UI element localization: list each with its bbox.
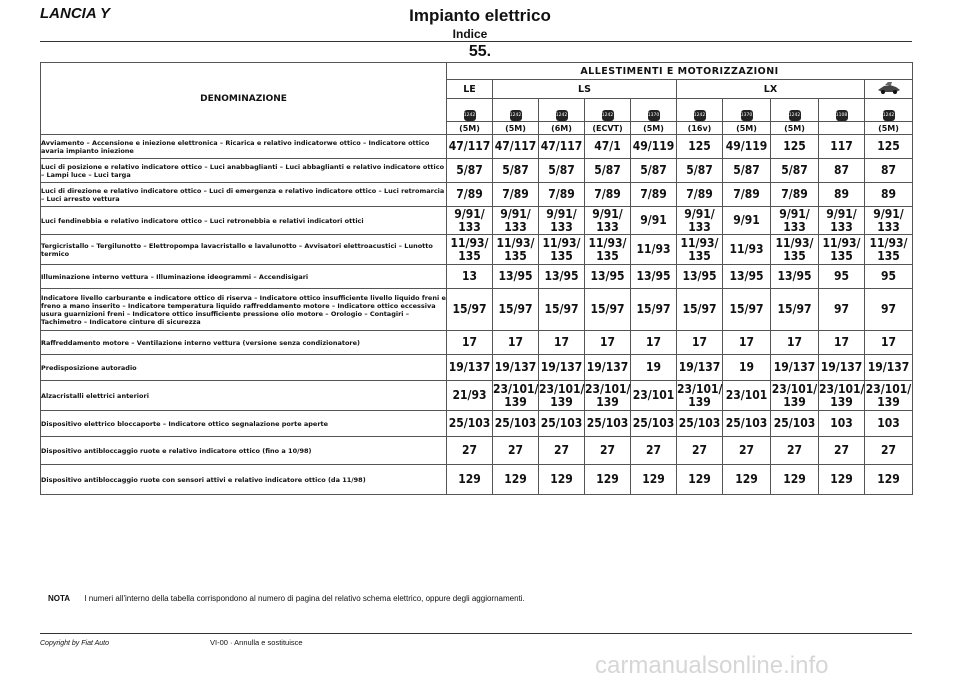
page-reference-cell: 17 (631, 331, 677, 355)
page-reference-cell: 17 (865, 331, 913, 355)
row-description: Illuminazione interno vettura – Illuminazione ideogrammi – Accendisigari (41, 265, 447, 289)
page-reference-cell: 47/117 (447, 135, 493, 159)
page-reference-cell: 47/117 (493, 135, 539, 159)
page-reference-cell: 7/89 (493, 183, 539, 207)
page-reference-cell: 15/97 (493, 289, 539, 331)
page-reference-cell: 25/103 (631, 411, 677, 437)
row-description: Dispositivo antibloccaggio ruote con sensori attivi e relativo indicatore ottico (da 11/98) (41, 465, 447, 495)
page-reference-cell: 17 (447, 331, 493, 355)
page-subtitle: Indice (452, 27, 488, 41)
page-reference-cell: 17 (723, 331, 771, 355)
page-reference-cell: 23/101/ 139 (819, 381, 865, 409)
table-row (41, 289, 913, 331)
page-reference-cell: 129 (819, 465, 865, 495)
row-description: Dispositivo elettrico bloccaporte – Indicatore ottico segnalazione porte aperte (41, 411, 447, 437)
page-reference-cell: 5/87 (585, 159, 631, 183)
watermark: carmanualsonline.info (595, 652, 829, 679)
page-reference-cell: 9/91/ 133 (539, 207, 585, 235)
page-reference-cell: 7/89 (771, 183, 819, 207)
page-reference-cell: 125 (677, 135, 723, 159)
page-reference-cell: 129 (677, 465, 723, 495)
page-reference-cell: 27 (447, 437, 493, 465)
engine-icon: 1242 (464, 110, 476, 121)
page-reference-cell: 17 (677, 331, 723, 355)
page-reference-cell: 15/97 (723, 289, 771, 331)
row-description: Raffreddamento motore – Ventilazione interno vettura (versione senza condizionatore) (41, 331, 447, 355)
group-lx: LX (677, 80, 865, 99)
page-reference-cell: 103 (865, 411, 913, 437)
page-reference-cell: 129 (631, 465, 677, 495)
page-reference-cell: 19/137 (865, 355, 913, 381)
engine-icon-cell (631, 99, 677, 122)
page-reference-cell: 19/137 (585, 355, 631, 381)
page-reference-cell: 13/95 (723, 265, 771, 289)
engine-label: (5M) (865, 122, 913, 135)
page-reference-cell: 27 (771, 437, 819, 465)
page-reference-cell: 27 (539, 437, 585, 465)
engine-icon: 1242 (602, 110, 614, 121)
page-reference-cell: 27 (677, 437, 723, 465)
brand-label: LANCIA Y (40, 5, 111, 22)
page-reference-cell: 25/103 (539, 411, 585, 437)
table-row (41, 265, 913, 289)
allestimenti-header: ALLESTIMENTI E MOTORIZZAZIONI (447, 63, 913, 80)
page-reference-cell: 9/91/ 133 (677, 207, 723, 235)
table-row (41, 331, 913, 355)
page-reference-cell: 27 (865, 437, 913, 465)
row-description: Luci di direzione e relativo indicatore ottico – Luci di emergenza e relativo indicatore ottico – Luci retromarcia – Luci arresto vettura (41, 183, 447, 207)
page-reference-cell: 25/103 (447, 411, 493, 437)
lancia-logo-icon (876, 81, 902, 95)
page-reference-cell: 9/91/ 133 (865, 207, 913, 235)
table-row (41, 411, 913, 437)
page-reference-cell: 15/97 (447, 289, 493, 331)
page-reference-cell: 11/93/ 135 (677, 235, 723, 265)
page-reference-cell: 129 (865, 465, 913, 495)
engine-icon: 1108 (836, 110, 848, 121)
page-reference-cell: 23/101/ 139 (677, 381, 723, 409)
page-reference-cell: 11/93/ 135 (493, 235, 539, 265)
footer-reference: VI-00 · Annulla e sostituisce (210, 638, 303, 647)
page-reference-cell: 9/91/ 133 (585, 207, 631, 235)
note-text: I numeri all'interno della tabella corrispondono al numero di pagina del relativo schema elettrico, oppure degli aggiornamenti. (84, 594, 525, 603)
page-reference-cell: 13 (447, 265, 493, 289)
page-reference-cell: 17 (819, 331, 865, 355)
page-reference-cell: 11/93/ 135 (447, 235, 493, 265)
engine-icon-cell (677, 99, 723, 122)
page-reference-cell: 17 (771, 331, 819, 355)
page-reference-cell: 11/93/ 135 (771, 235, 819, 265)
page-reference-cell: 19 (631, 355, 677, 381)
page-reference-cell: 21/93 (447, 381, 493, 411)
footer-rule (40, 633, 912, 634)
page-reference-cell: 19/137 (771, 355, 819, 381)
engine-icon-cell (447, 99, 493, 122)
index-table (40, 62, 913, 495)
page-reference-cell: 11/93/ 135 (819, 235, 865, 265)
page-reference-cell: 13/95 (677, 265, 723, 289)
page-reference-cell: 19/137 (493, 355, 539, 381)
copyright: Copyright by Fiat Auto (40, 640, 109, 647)
page-reference-cell: 11/93/ 135 (539, 235, 585, 265)
page-reference-cell: 27 (819, 437, 865, 465)
page-reference-cell: 129 (539, 465, 585, 495)
engine-label: (5M) (493, 122, 539, 135)
page-reference-cell: 17 (585, 331, 631, 355)
table-row (41, 355, 913, 381)
engine-icon-cell (493, 99, 539, 122)
page-reference-cell: 19 (723, 355, 771, 381)
engine-label: (5M) (723, 122, 771, 135)
engine-label: (5M) (771, 122, 819, 135)
table-row (41, 381, 913, 411)
page-reference-cell: 95 (865, 265, 913, 289)
engine-icon: 1370 (648, 110, 660, 121)
engine-label (819, 122, 865, 135)
page-reference-cell: 5/87 (493, 159, 539, 183)
page-reference-cell: 19/137 (819, 355, 865, 381)
row-description: Luci fendinebbia e relativo indicatore ottico – Luci retronebbia e relativi indicatori ottici (41, 207, 447, 235)
engine-label: (5M) (447, 122, 493, 135)
table-row (41, 159, 913, 183)
engine-label: (ECVT) (585, 122, 631, 135)
page-reference-cell: 47/117 (539, 135, 585, 159)
table-row (41, 235, 913, 265)
page-reference-cell: 27 (723, 437, 771, 465)
page-reference-cell: 97 (819, 289, 865, 331)
page-reference-cell: 11/93 (631, 235, 677, 265)
group-ls: LS (493, 80, 677, 99)
page-reference-cell: 7/89 (585, 183, 631, 207)
page-reference-cell: 117 (819, 135, 865, 159)
page-reference-cell: 25/103 (677, 411, 723, 437)
page-number: 55. (468, 43, 492, 60)
table-row (41, 135, 913, 159)
page-reference-cell: 13/95 (631, 265, 677, 289)
page-title: Impianto elettrico (409, 6, 551, 25)
page-reference-cell: 129 (585, 465, 631, 495)
page-reference-cell: 129 (493, 465, 539, 495)
page-reference-cell: 7/89 (539, 183, 585, 207)
page-reference-cell: 5/87 (539, 159, 585, 183)
page-reference-cell: 17 (493, 331, 539, 355)
page-reference-cell: 13/95 (539, 265, 585, 289)
table-row (41, 437, 913, 465)
page-reference-cell: 125 (865, 135, 913, 159)
page-reference-cell: 25/103 (723, 411, 771, 437)
row-description: Avviamento – Accensione e iniezione elettronica – Ricarica e relativo indicatorwe ottico – Indicatore ottico avaria impianto iniezione (41, 135, 447, 159)
page-reference-cell: 23/101/ 139 (585, 381, 631, 409)
page-reference-cell: 49/119 (723, 135, 771, 159)
page-reference-cell: 9/91 (631, 207, 677, 235)
engine-icon: 1242 (694, 110, 706, 121)
page-reference-cell: 23/101/ 139 (771, 381, 818, 409)
engine-icon-cell (539, 99, 585, 122)
row-description: Dispositivo antibloccaggio ruote e relativo indicatore ottico (fino a 10/98) (41, 437, 447, 465)
header-rule (40, 41, 912, 42)
page-reference-cell: 23/101 (631, 381, 677, 411)
group-lancia-logo (865, 80, 913, 99)
page-reference-cell: 13/95 (585, 265, 631, 289)
page-reference-cell: 5/87 (631, 159, 677, 183)
page-reference-cell: 87 (865, 159, 913, 183)
engine-icon-cell (585, 99, 631, 122)
page-reference-cell: 49/119 (631, 135, 677, 159)
page-reference-cell: 129 (447, 465, 493, 495)
page-reference-cell: 7/89 (723, 183, 771, 207)
row-description: Indicatore livello carburante e indicatore ottico di riserva – Indicatore ottico insufficiente livello liquido freni e freno a mano inserito – Indicatore temperatura liquido raffreddamento motore – Indicatore ottico eccessiva usura guarnizioni freni – Indicatore ottico insufficiente pressione olio motore – Orologio – Contagiri – Tachimetro – Indicatore cinture di sicurezza (41, 289, 447, 331)
page-reference-cell: 15/97 (585, 289, 631, 331)
page-reference-cell: 17 (539, 331, 585, 355)
page-reference-cell: 27 (631, 437, 677, 465)
engine-label: (16v) (677, 122, 723, 135)
engine-icon: 1242 (556, 110, 568, 121)
page-reference-cell: 25/103 (493, 411, 539, 437)
row-description: Tergicristallo – Tergilunotto – Elettropompa lavacristallo e lavalunotto – Avvisatori elettroacustici – Lunotto termico (41, 235, 447, 265)
page-reference-cell: 23/101/ 139 (865, 381, 912, 409)
page-reference-cell: 9/91/ 133 (493, 207, 539, 235)
engine-icon-cell (865, 99, 913, 122)
page-reference-cell: 87 (819, 159, 865, 183)
page-reference-cell: 97 (865, 289, 913, 331)
engine-label: (5M) (631, 122, 677, 135)
page-reference-cell: 7/89 (677, 183, 723, 207)
page-reference-cell: 89 (819, 183, 865, 207)
page-reference-cell: 15/97 (771, 289, 819, 331)
page-reference-cell: 15/97 (631, 289, 677, 331)
page-reference-cell: 23/101/ 139 (493, 381, 539, 409)
page-reference-cell: 15/97 (677, 289, 723, 331)
row-description: Luci di posizione e relativo indicatore ottico – Luci anabbaglianti – Luci abbaglianti e relativo indicatore ottico – Lampi luce – Luci targa (41, 159, 447, 183)
page-reference-cell: 129 (723, 465, 771, 495)
page-reference-cell: 7/89 (631, 183, 677, 207)
engine-icon: 1370 (741, 110, 753, 121)
page-reference-cell: 129 (771, 465, 819, 495)
page-reference-cell: 9/91/ 133 (819, 207, 865, 235)
engine-label: (6M) (539, 122, 585, 135)
page-reference-cell: 103 (819, 411, 865, 437)
note-label: NOTA (48, 594, 71, 603)
page-reference-cell: 13/95 (493, 265, 539, 289)
engine-icon-cell (819, 99, 865, 122)
engine-icon: 1242 (789, 110, 801, 121)
page-reference-cell: 7/89 (447, 183, 493, 207)
note (48, 594, 525, 603)
page-reference-cell: 125 (771, 135, 819, 159)
denominazione-header: DENOMINAZIONE (41, 63, 447, 135)
page-reference-cell: 11/93 (723, 235, 771, 265)
table-row (41, 183, 913, 207)
page-reference-cell: 9/91/ 133 (447, 207, 493, 235)
table-row (41, 465, 913, 495)
engine-icon: 1242 (510, 110, 522, 121)
page-reference-cell: 19/137 (677, 355, 723, 381)
page-reference-cell: 19/137 (447, 355, 493, 381)
page-reference-cell: 15/97 (539, 289, 585, 331)
engine-icon: 1242 (883, 110, 895, 121)
page-reference-cell: 11/93/ 135 (585, 235, 631, 265)
page-reference-cell: 89 (865, 183, 913, 207)
engine-icon-cell (771, 99, 819, 122)
page-reference-cell: 11/93/ 135 (865, 235, 913, 265)
row-description: Alzacristalli elettrici anteriori (41, 381, 447, 411)
page-reference-cell: 5/87 (677, 159, 723, 183)
page-reference-cell: 47/1 (585, 135, 631, 159)
page-reference-cell: 5/87 (447, 159, 493, 183)
page-reference-cell: 23/101/ 139 (539, 381, 585, 409)
page-reference-cell: 95 (819, 265, 865, 289)
page-reference-cell: 9/91 (723, 207, 771, 235)
page-reference-cell: 19/137 (539, 355, 585, 381)
page-reference-cell: 25/103 (771, 411, 819, 437)
page-reference-cell: 13/95 (771, 265, 819, 289)
page-reference-cell: 23/101 (723, 381, 771, 411)
page-reference-cell: 27 (585, 437, 631, 465)
page-reference-cell: 25/103 (585, 411, 631, 437)
page-reference-cell: 27 (493, 437, 539, 465)
page-reference-cell: 5/87 (723, 159, 771, 183)
table-row (41, 207, 913, 235)
page-reference-cell: 9/91/ 133 (771, 207, 819, 235)
engine-icon-cell (723, 99, 771, 122)
page-reference-cell: 5/87 (771, 159, 819, 183)
row-description: Predisposizione autoradio (41, 355, 447, 381)
group-le: LE (447, 80, 493, 99)
